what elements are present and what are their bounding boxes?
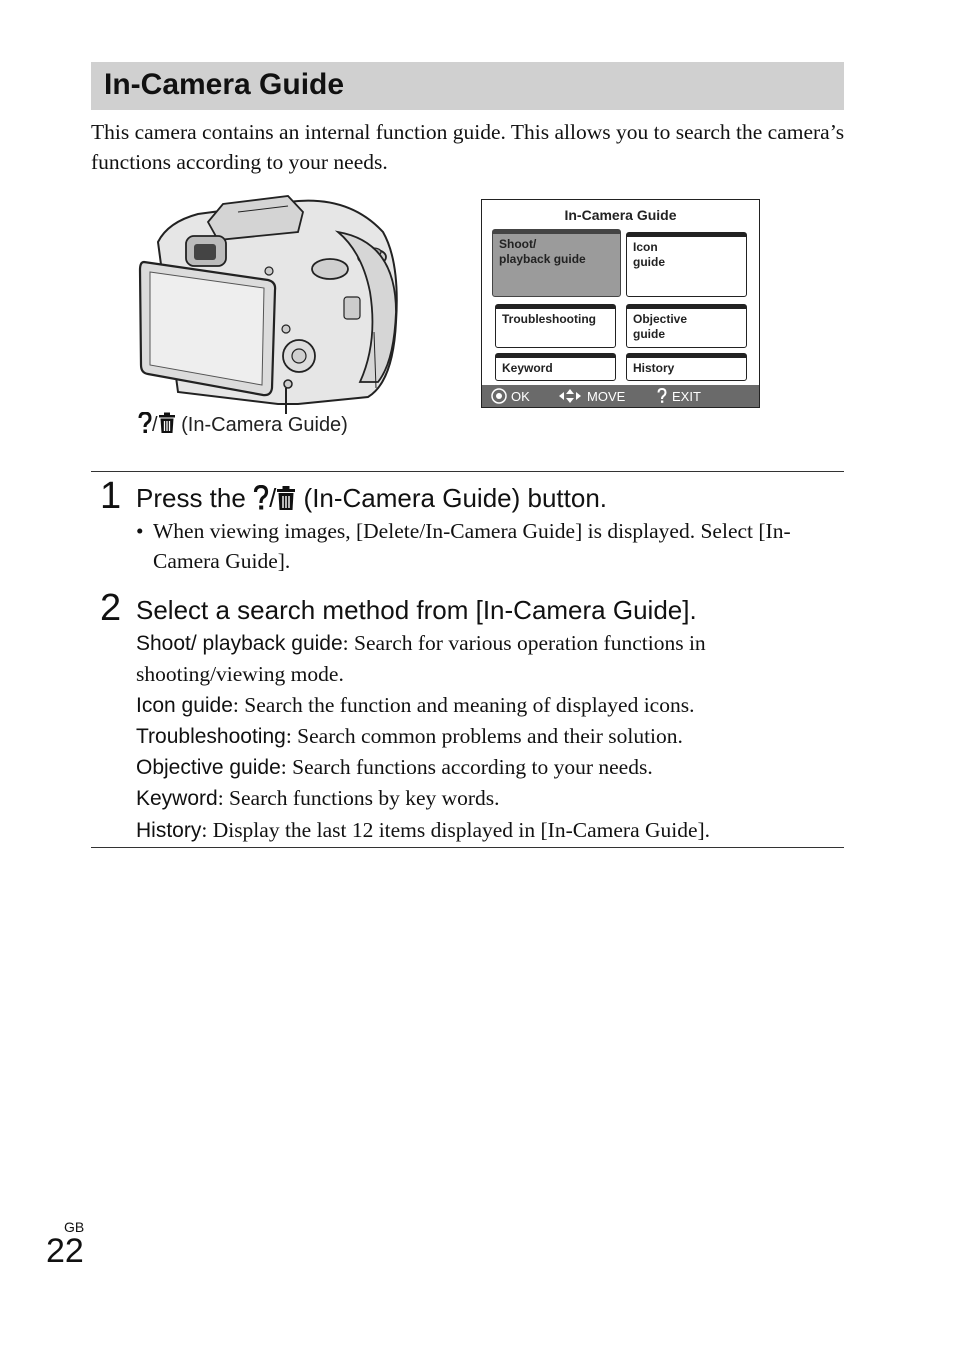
screen-item-keyword[interactable]	[495, 353, 616, 381]
method-desc: : Search functions according to your needs.	[280, 755, 653, 780]
step-1-bullet	[136, 516, 836, 576]
divider-top	[91, 471, 844, 472]
step-2-number: 2	[100, 587, 122, 629]
move-arrows-icon	[558, 388, 582, 404]
step-1-number: 1	[100, 475, 122, 517]
screen-item-icon-guide[interactable]	[626, 232, 747, 297]
question-mark-icon	[253, 485, 269, 511]
section-title: In-Camera Guide	[104, 68, 345, 101]
method-item	[136, 783, 836, 814]
step-1-title-prefix: Press the	[136, 483, 246, 513]
camera-caption	[138, 412, 348, 437]
screen-item-label: Shoot/ playback guide	[499, 237, 586, 266]
screen-item-history[interactable]	[626, 353, 747, 381]
method-desc: : Search the function and meaning of displayed icons.	[232, 692, 695, 717]
question-mark-icon	[657, 388, 667, 404]
screen-item-shoot-playback-guide[interactable]	[492, 229, 621, 297]
trash-icon	[276, 485, 296, 511]
method-term: Troubleshooting	[136, 724, 286, 748]
screen-control-bar	[482, 385, 759, 407]
method-item	[136, 690, 836, 721]
screen-item-label: Objective guide	[633, 312, 688, 341]
question-mark-icon	[138, 412, 152, 434]
control-wheel-icon	[491, 388, 507, 404]
method-term: Keyword	[136, 787, 218, 811]
step-1-title-separator: /	[269, 483, 277, 513]
method-desc: : Search for various operation functions in shooting/viewing mode.	[136, 631, 706, 687]
screen-title: In-Camera Guide	[564, 207, 677, 223]
bullet-dot: •	[136, 519, 144, 543]
divider-bottom	[91, 847, 844, 848]
method-item	[136, 752, 836, 783]
method-term: Objective guide	[136, 756, 281, 780]
step-2-method-list	[136, 628, 836, 846]
step-2-title: Select a search method from [In-Camera Guide].	[136, 595, 697, 625]
step-1-title	[136, 483, 607, 514]
method-desc: : Search common problems and their solution.	[285, 723, 683, 748]
step-1-title-suffix: (In-Camera Guide) button.	[303, 483, 607, 513]
caption-text: (In-Camera Guide)	[181, 414, 348, 436]
page-region: GB	[64, 1219, 85, 1235]
intro-paragraph: This camera contains an internal function guide. This allows you to search the camera’s functions according to your needs.	[91, 120, 845, 174]
page-number: 22	[46, 1232, 84, 1270]
camera-illustration	[138, 192, 400, 414]
screen-item-label: History	[633, 361, 675, 375]
method-term: Shoot/ playback guide	[136, 632, 343, 655]
section-header	[91, 62, 844, 110]
method-term: Icon guide	[136, 693, 233, 717]
screen-item-label: Keyword	[502, 361, 553, 375]
caption-separator: /	[152, 414, 158, 436]
step-1-bullet-text: When viewing images, [Delete/In-Camera Guide] is displayed. Select [In-Camera Guide].	[153, 519, 791, 573]
trash-icon	[158, 412, 176, 434]
ok-label: OK	[511, 389, 530, 404]
method-item	[136, 628, 836, 690]
screen-item-troubleshooting[interactable]	[495, 304, 616, 348]
exit-label: EXIT	[672, 389, 701, 404]
screen-item-objective-guide[interactable]	[626, 304, 747, 348]
guide-screen	[481, 199, 760, 408]
move-label: MOVE	[587, 389, 626, 404]
method-term: History	[136, 818, 202, 842]
method-desc: : Search functions by key words.	[217, 786, 500, 811]
screen-item-label: Icon guide	[633, 240, 665, 269]
method-desc: : Display the last 12 items displayed in [In-Camera Guide].	[201, 817, 711, 842]
screen-item-label: Troubleshooting	[502, 312, 596, 326]
method-item	[136, 815, 836, 846]
method-item	[136, 721, 836, 752]
